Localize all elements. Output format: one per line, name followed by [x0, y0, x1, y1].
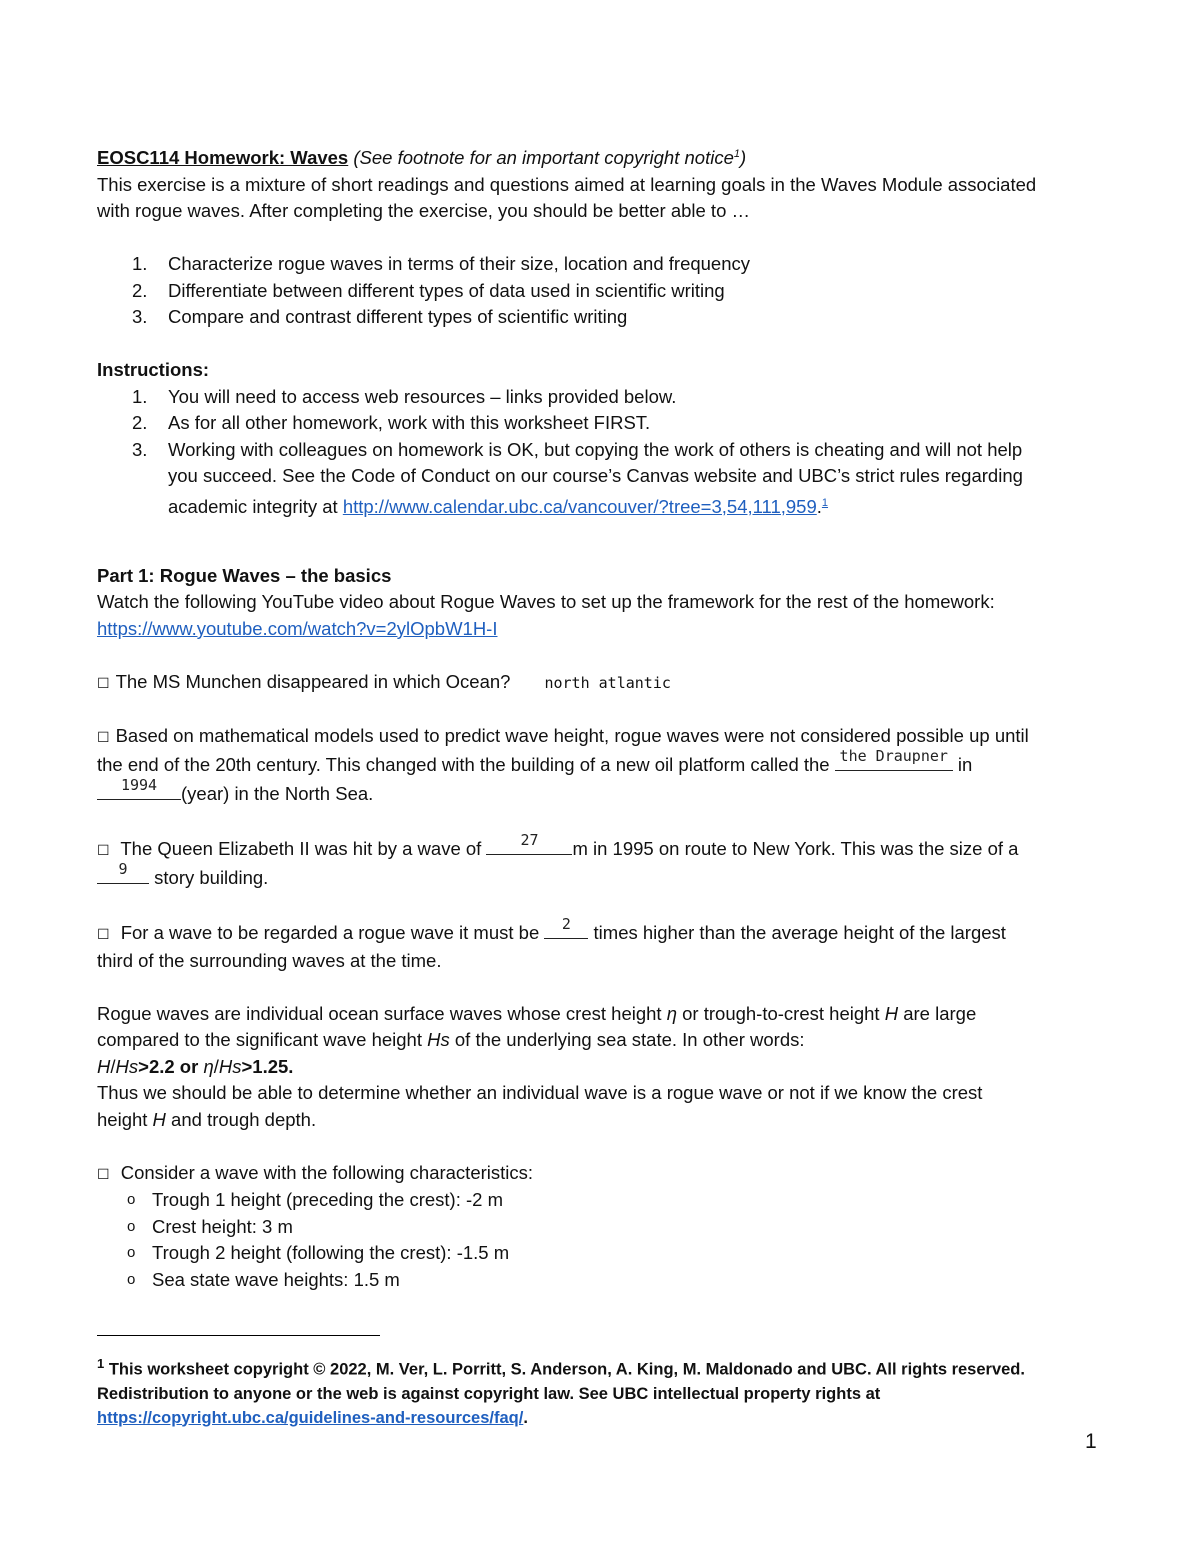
- list-item: o Sea state wave heights: 1.5 m: [127, 1268, 400, 1290]
- answer-ocean[interactable]: north atlantic: [544, 673, 671, 692]
- question-3: ☐ The Queen Elizabeth II was hit by a wave of 27 m in 1995 on route to New York. This was the size of a: [97, 834, 1107, 864]
- wave-characteristics-list: [97, 1187, 1107, 1293]
- checkbox-icon[interactable]: ☐: [97, 674, 110, 691]
- copyright-note: (See footnote for an important copyright notice: [353, 147, 734, 169]
- answer-year[interactable]: 1994: [120, 775, 158, 794]
- list-item: 3. Working with colleagues on homework is OK, but copying the work of others is cheating and will not help you succeed. See the Code of Conduct on our course’s Canvas website and UBC’s strict rules regarding academic integrity at http://www.calendar.ubc.ca/vancouver/?tree=3,54,111,959.$^1$: [132, 438, 1023, 517]
- question-2: ☐ Based on mathematical models used to predict wave height, rogue waves were not considered possible up until: [97, 723, 1107, 751]
- youtube-link[interactable]: https://www.youtube.com/watch?v=2ylOpbW1H-I: [97, 617, 498, 639]
- list-item: o Trough 1 height (preceding the crest): -2 m: [127, 1189, 503, 1211]
- footnote-ref[interactable]: 1: [733, 148, 740, 160]
- question-5: ☐ Consider a wave with the following characteristics:: [97, 1160, 1107, 1188]
- part1-heading: Part 1: Rogue Waves – the basics: [97, 564, 392, 586]
- list-item: 1. Characterize rogue waves in terms of their size, location and frequency: [132, 253, 751, 275]
- definition-paragraph: Rogue waves are individual ocean surface waves whose crest height η or trough-to-crest height H are large: [97, 1002, 977, 1024]
- instructions-heading: Instructions:: [97, 359, 210, 381]
- answer-blank[interactable]: [835, 747, 953, 771]
- footnote-ref[interactable]: 1: [821, 496, 829, 509]
- list-item: o Trough 2 height (following the crest): -1.5 m: [127, 1242, 510, 1264]
- list-item: 2. As for all other homework, work with this worksheet FIRST.: [132, 412, 651, 434]
- list-item: o Crest height: 3 m: [127, 1215, 293, 1237]
- learning-goals-list: [97, 251, 1107, 331]
- question-1: ☐ The MS Munchen disappeared in which Ocean? north atlantic: [97, 669, 1107, 697]
- list-item: 3. Compare and contrast different types of scientific writing: [132, 306, 628, 328]
- instructions-list: [97, 384, 1107, 521]
- answer-blank[interactable]: [486, 830, 572, 855]
- page-title: EOSC114 Homework: Waves: [97, 147, 349, 169]
- question-4: ☐ For a wave to be regarded a rogue wave it must be 2 times higher than the average height of the largest: [97, 918, 1107, 948]
- worksheet-page: EOSC114 Homework: Waves (See footnote for an important copyright notice$^1$) This exercise is a mixture of short readings and questions aimed at learning goals in the Waves Module associated with rogue waves. After completing the exercise, you should be better able to … 1. Characterize rogue waves in terms of their size, location and frequency 2. Differentiate between different types of data used in scientific writing 3. Compare and contrast different types of scientific writing Instructions: 1. You will need to access web resources – links provided below. 2. As for all other homework, work with this worksheet FIRST. 3. Working with colleagues on homework is OK, but copying the work of others is cheating and will not help you succeed. See the Code of Conduct on our course’s Canvas website and UBC’s strict rules regarding academic integrity at http://www.calendar.ubc.ca/vancouver/?tree=3,54,111,959.$^1$ Part 1: Rogue Waves – the basics Watch the following YouTube video about Rogue Waves to set up the framework for the rest of the homework: https://www.youtube.com/watch?v=2ylOpbW1H-I ☐ The MS Munchen disappeared in which Ocean? north atlantic ☐ Based on mathematical models used to predict wave height, rogue waves were not considered possible up until the end of the 20th century. This changed with the building of a new oil platform called the the Draupner in 1994 (year) in the North Sea. ☐ The Queen Elizabeth II was hit by a wave of 27 m in 1995 on route to New York. This was the size of a 9 story building. ☐ For a wave to be regarded a rogue wave it must be 2 times higher than the average height of the largest third of the surrounding waves at the time. Rogue waves are individual ocean surface waves whose crest height η or trough-to-crest height H are large compared to the significant wave height Hs of the underlying sea state. In other words: H/Hs>2.2 or η/Hs>1.25. Thus we should be able to determine whether an individual wave is a rogue wave or not if we know the crest height H and trough depth. ☐ Consider a wave with the following characteristics: o Trough 1 height (preceding the crest): -2 m o Crest height: 3 m o Trough 2 height (following the crest): -1.5 m o Sea state wave heights: 1.5 m: [97, 141, 1107, 1293]
- answer-platform[interactable]: the Draupner: [839, 747, 948, 766]
- checkbox-icon[interactable]: ☐: [97, 841, 110, 858]
- intro-text: This exercise is a mixture of short readings and questions aimed at learning goals in the Waves Module associated: [97, 173, 1037, 195]
- copyright-link[interactable]: https://copyright.ubc.ca/guidelines-and-resources/faq/: [97, 1408, 524, 1427]
- list-item: 2. Differentiate between different types of data used in scientific writing: [132, 279, 725, 301]
- answer-multiplier[interactable]: 2: [561, 915, 571, 934]
- answer-story[interactable]: 9: [118, 860, 128, 879]
- list-item: 1. You will need to access web resources – links provided below.: [132, 385, 677, 407]
- answer-blank[interactable]: [97, 860, 149, 884]
- page-number: 1: [1085, 1430, 1097, 1453]
- answer-wave-height[interactable]: 27: [520, 830, 539, 849]
- calendar-link[interactable]: http://www.calendar.ubc.ca/vancouver/?tree=3,54,111,959: [342, 495, 817, 517]
- rogue-wave-formula: H/Hs>2.2 or η/Hs>1.25.: [97, 1055, 294, 1077]
- intro-text: with rogue waves. After completing the exercise, you should be better able to …: [97, 200, 751, 222]
- footnote-divider: [97, 1335, 380, 1336]
- header-line: EOSC114 Homework: Waves (See footnote for an important copyright notice$^1$): [97, 147, 747, 169]
- checkbox-icon[interactable]: ☐: [97, 926, 110, 943]
- footnote: $^1$ This worksheet copyright © 2022, M. Ver, L. Porritt, S. Anderson, A. King, M. Maldonado and UBC. All rights reserved. Redistribution to anyone or the web is against copyright law. See UBC intellectual property rights at https://copyright.ubc.ca/guidelines-and-resources/faq/.: [97, 1356, 1025, 1427]
- part1-intro: Watch the following YouTube video about Rogue Waves to set up the framework for the rest of the homework:: [97, 591, 995, 613]
- checkbox-icon[interactable]: ☐: [97, 1165, 110, 1182]
- answer-blank[interactable]: [97, 775, 181, 800]
- checkbox-icon[interactable]: ☐: [97, 728, 110, 745]
- answer-blank[interactable]: [544, 915, 588, 939]
